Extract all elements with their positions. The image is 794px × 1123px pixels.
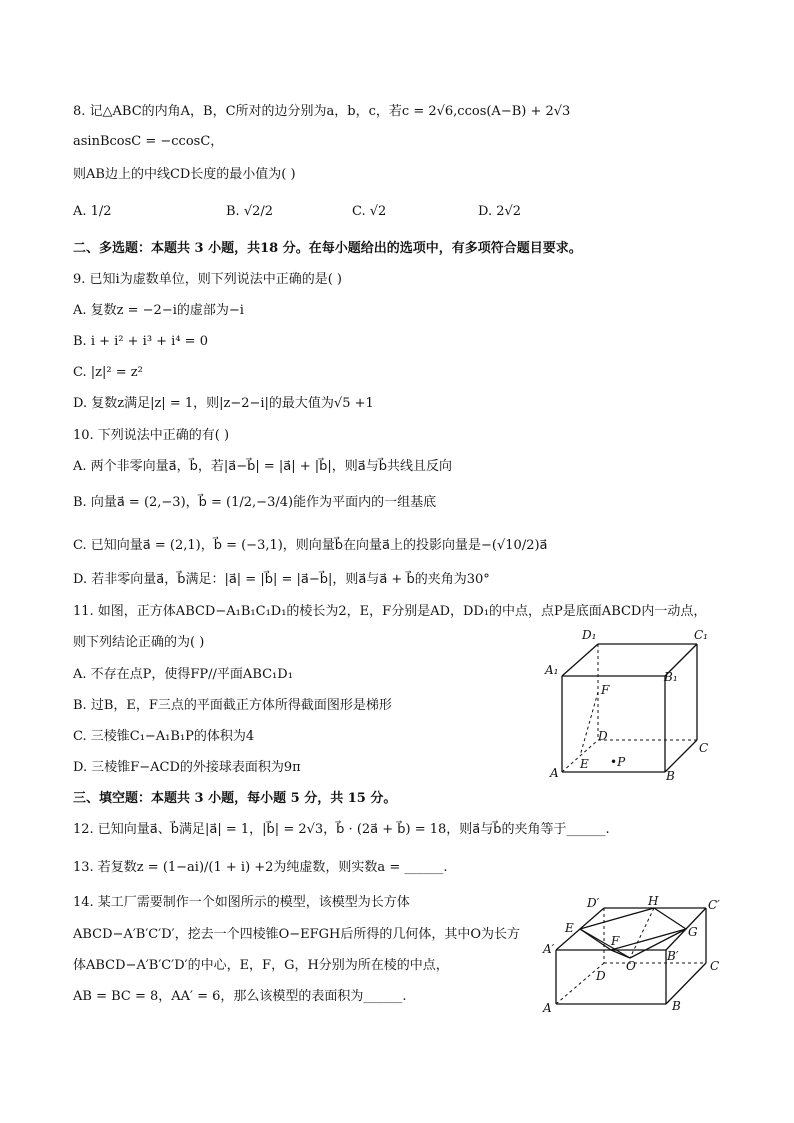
q10-option-d: D. 若非零向量a⃗，b⃗满足：|a⃗| = |b⃗| = |a⃗−b⃗|，则a⃗与a⃗ + b⃗的夹角为30° (73, 572, 490, 587)
label-P: •P (610, 755, 626, 769)
label-E: E (565, 921, 574, 935)
q10-option-b: B. 向量a⃗ = (2,−3)，b⃗ = (1/2,−3/4)能作为平面内的一组基底 (73, 495, 437, 510)
label-F: F (611, 934, 620, 948)
label-D: D (596, 969, 606, 983)
q9-option-b: B. i + i² + i³ + i⁴ = 0 (73, 334, 208, 349)
label-B: B (666, 769, 675, 783)
q14-stem-line1: 14. 某工厂需要制作一个如图所示的模型，该模型为长方体 (73, 895, 410, 910)
q8-option-d: D. 2√2 (478, 204, 522, 219)
q10-option-c: C. 已知向量a⃗ = (2,1)，b⃗ = (−3,1)，则向量b⃗在向量a⃗上的投影向量是−(√10/2)a⃗ (73, 538, 548, 553)
q11-option-d: D. 三棱锥F−ACD的外接球表面积为9π (73, 760, 301, 775)
q10-stem: 10. 下列说法中正确的有( ) (73, 428, 230, 443)
q11-cube-figure (540, 622, 720, 784)
label-C1: C₁ (694, 628, 708, 642)
q11-option-c: C. 三棱锥C₁−A₁B₁P的体积为4 (73, 729, 255, 744)
label-A-prime: A′ (543, 942, 555, 956)
label-D1: D₁ (582, 628, 597, 642)
q11-stem-line1: 11. 如图，正方体ABCD−A₁B₁C₁D₁的棱长为2，E，F分别是AD，DD₁的中点，点P是底面ABCD内一动点， (73, 604, 707, 619)
label-H: H (648, 894, 659, 908)
section-3-heading: 三、填空题：本题共 3 小题，每小题 5 分，共 15 分。 (73, 791, 397, 806)
label-B1: B₁ (664, 670, 678, 684)
label-A: A (543, 1001, 552, 1015)
label-B: B (672, 999, 681, 1013)
q11-option-a: A. 不存在点P，使得FP//平面ABC₁D₁ (73, 667, 293, 682)
q8-stem-line2: asinBcosC = −ccosC， (73, 134, 224, 149)
label-F: F (601, 683, 610, 697)
q9-option-d: D. 复数z满足|z| = 1，则|z−2−i|的最大值为√5 +1 (73, 396, 374, 411)
q11-stem-line2: 则下列结论正确的为( ) (73, 635, 205, 650)
section-2-heading: 二、多选题：本题共 3 小题，共18 分。在每小题给出的选项中，有多项符合题目要求。 (73, 241, 582, 256)
label-G: G (688, 925, 698, 939)
q14-stem-line4: AB = BC = 8，AA′ = 6，那么该模型的表面积为______. (73, 989, 407, 1004)
q8-option-a: A. 1/2 (73, 204, 112, 219)
q14-stem-line3: 体ABCD−A′B′C′D′的中心，E，F，G，H分别为所在棱的中点， (73, 958, 449, 973)
q14-stem-line2: ABCD−A′B′C′D′，挖去一个四棱锥O−EFGH后所得的几何体，其中O为长方 (73, 927, 521, 942)
q8-stem-line3: 则AB边上的中线CD长度的最小值为( ) (73, 167, 296, 182)
q8-option-b: B. √2/2 (226, 204, 274, 219)
label-A1: A₁ (545, 663, 559, 677)
q8-stem-line1: 8. 记△ABC的内角A，B，C所对的边分别为a，b，c，若c = 2√6,ccos(A−B) + 2√3 (73, 104, 571, 119)
q10-option-a: A. 两个非零向量a⃗，b⃗，若|a⃗−b⃗| = |a⃗| + |b⃗|，则a⃗与b⃗共线且反向 (73, 459, 453, 474)
q11-option-b: B. 过B，E，F三点的平面截正方体所得截面图形是梯形 (73, 698, 392, 713)
label-C-prime: C′ (708, 898, 720, 912)
label-O: O (626, 959, 636, 973)
q13-stem: 13. 若复数z = (1−ai)/(1 + i) +2为纯虚数，则实数a = ______. (73, 860, 448, 875)
q9-option-a: A. 复数z = −2−i的虚部为−i (73, 303, 244, 318)
q9-option-c: C. |z|² = z² (73, 365, 143, 380)
q14-cuboid-figure (538, 893, 728, 1015)
label-C: C (699, 741, 709, 755)
label-C: C (710, 959, 720, 973)
q8-option-c: C. √2 (352, 204, 387, 219)
label-E: E (580, 757, 589, 771)
label-D-prime: D′ (587, 896, 600, 910)
label-D: D (598, 729, 608, 743)
q12-stem: 12. 已知向量a⃗、b⃗满足|a⃗| = 1，|b⃗| = 2√3，b⃗ · (2a⃗ + b⃗) = 18，则a⃗与b⃗的夹角等于______. (73, 822, 610, 837)
label-B-prime: B′ (667, 949, 679, 963)
q9-stem: 9. 已知i为虚数单位，则下列说法中正确的是( ) (73, 272, 342, 287)
label-A: A (550, 766, 559, 780)
